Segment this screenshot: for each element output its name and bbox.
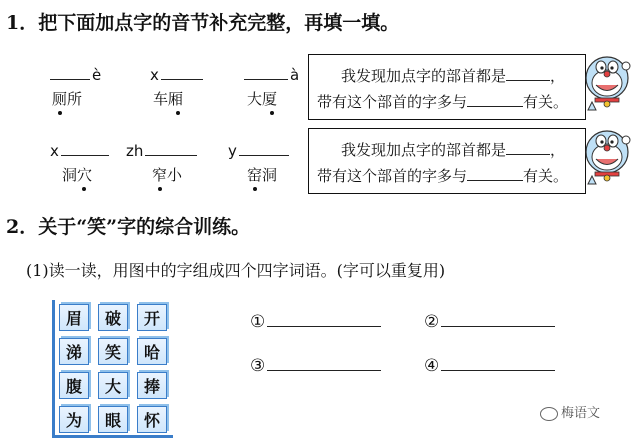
meaning-blank[interactable] (467, 92, 523, 107)
wechat-icon (540, 407, 558, 421)
word-chexiang: 车厢 (153, 90, 184, 108)
grid-character: 大 (98, 372, 128, 399)
question-2-title: 2．关于“笑”字的综合训练。 (6, 216, 251, 238)
pinyin-blank-6[interactable]: y (228, 142, 291, 160)
grid-character: 涕 (59, 338, 89, 365)
watermark: 梅语文 (540, 402, 600, 421)
word-yaodong: 窑洞 (247, 166, 278, 184)
pinyin-blank-5[interactable]: zh (126, 142, 199, 160)
grid-character: 笑 (98, 338, 128, 365)
answer-line-4[interactable]: ④ (424, 354, 555, 376)
emphasis-dot (58, 111, 62, 115)
word-dongxue: 洞穴 (62, 166, 93, 184)
emphasis-dot (82, 187, 86, 191)
pinyin-blank-2[interactable]: x (150, 66, 205, 84)
observation-box-2 (308, 128, 586, 194)
word-zhaixiao: 窄小 (152, 166, 183, 184)
box-line-2: 带有这个部首的字多与 有关。 (317, 167, 569, 185)
pinyin-blank-3[interactable]: à (242, 66, 299, 84)
pinyin-blank-1[interactable]: è (48, 66, 101, 84)
box-line-1: 我发现加点字的部首都是 ， (341, 141, 566, 159)
grid-character: 捧 (137, 372, 167, 399)
cartoon-robot-illustration (582, 126, 632, 190)
grid-character: 为 (59, 406, 89, 433)
grid-character: 腹 (59, 372, 89, 399)
grid-character: 眼 (98, 406, 128, 433)
emphasis-dot (270, 111, 274, 115)
cartoon-robot-illustration (582, 52, 632, 116)
emphasis-dot (176, 111, 180, 115)
emphasis-dot (253, 187, 257, 191)
grid-character: 破 (98, 304, 128, 331)
answer-line-1[interactable]: ① (250, 310, 381, 332)
meaning-blank[interactable] (467, 166, 523, 181)
sub-question-1: (1)读一读，用图中的字组成四个四字词语。(字可以重复用) (26, 261, 446, 280)
radical-blank[interactable] (506, 66, 550, 81)
character-grid (59, 304, 167, 433)
grid-character: 眉 (59, 304, 89, 331)
answer-line-3[interactable]: ③ (250, 354, 381, 376)
grid-character: 哈 (137, 338, 167, 365)
emphasis-dot (158, 187, 162, 191)
pinyin-blank-4[interactable]: x (50, 142, 111, 160)
grid-character: 怀 (137, 406, 167, 433)
radical-blank[interactable] (506, 140, 550, 155)
observation-box-1 (308, 54, 586, 120)
box-line-1: 我发现加点字的部首都是 ， (341, 67, 566, 85)
grid-character: 开 (137, 304, 167, 331)
character-grid-frame (52, 300, 173, 438)
box-line-2: 带有这个部首的字多与 有关。 (317, 93, 569, 111)
word-cesuo: 厕所 (52, 90, 83, 108)
answer-line-2[interactable]: ② (424, 310, 555, 332)
word-dasha: 大厦 (247, 90, 278, 108)
question-1-title: 1．把下面加点字的音节补充完整，再填一填。 (6, 12, 400, 34)
